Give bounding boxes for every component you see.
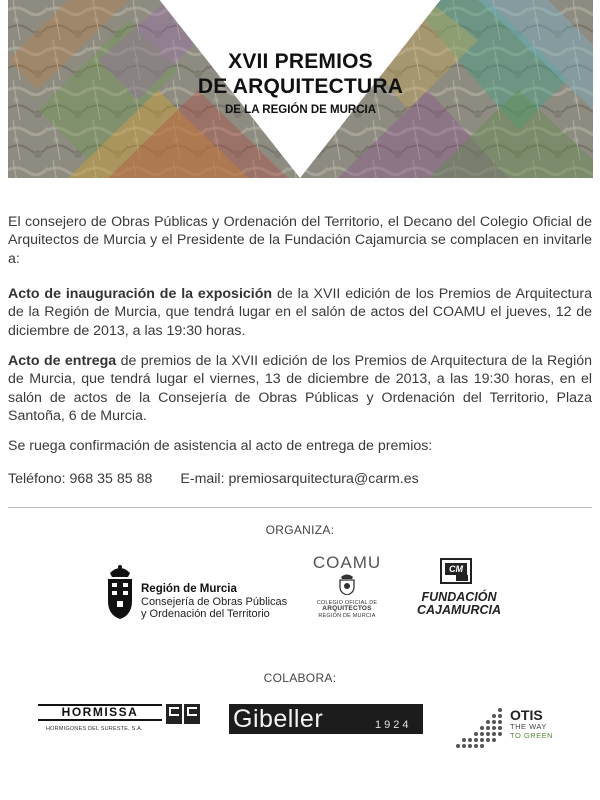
certification-icon xyxy=(166,704,182,724)
cajamurcia-mark-icon xyxy=(440,558,472,584)
banner-subtitle: DE LA REGIÓN DE MURCIA xyxy=(225,104,376,116)
header-banner xyxy=(8,0,593,178)
region-murcia-logo xyxy=(104,563,304,623)
contact-line xyxy=(8,470,592,488)
event1-text: de la XVII edición de los Premios de Arquitectura de la Región de Murcia, que tendrá lugar en el salón de actos del COAMU el jueves, 12 de diciembre de 2013, a las 19:30 horas. xyxy=(8,286,592,339)
coamu-name: COAMU xyxy=(312,553,382,572)
certification-icon-2 xyxy=(184,704,200,724)
otis-dots-icon xyxy=(456,706,506,750)
event2-paragraph xyxy=(8,352,592,426)
rsvp-text: Se ruega confirmación de asistencia al acto de entrega de premios: xyxy=(8,438,433,454)
coamu-line3: REGIÓN DE MURCIA xyxy=(318,613,376,619)
otis-name: OTIS xyxy=(510,707,543,723)
hormissa-name: HORMISSA xyxy=(38,704,162,721)
hormissa-sub: HORMIGONES DEL SURESTE, S.A. xyxy=(46,726,143,732)
colabora-label: COLABORA: xyxy=(263,671,337,685)
coamu-logo xyxy=(311,553,383,625)
region-line2: y Ordenación del Territorio xyxy=(141,608,270,620)
gibeller-year: 1924 xyxy=(375,719,412,731)
gibeller-name: Gibeller xyxy=(233,705,324,733)
otis-line1: THE WAY xyxy=(510,722,547,731)
region-coat-of-arms-icon xyxy=(104,563,136,621)
event1-title: Acto de inauguración de la exposición xyxy=(8,286,273,302)
otis-logo xyxy=(456,706,566,752)
organiza-label: ORGANIZA: xyxy=(265,523,335,537)
coamu-line1: COLEGIO OFICIAL DE xyxy=(316,600,378,606)
cajamurcia-line2: CAJAMURCIA xyxy=(416,603,502,617)
banner-title-line1: XVII PREMIOS xyxy=(228,50,373,73)
email-link[interactable]: E-mail: premiosarquitectura@carm.es xyxy=(180,471,419,487)
cajamurcia-mark: CM xyxy=(445,563,467,575)
section-divider xyxy=(8,507,592,508)
gibeller-logo xyxy=(229,704,423,734)
cajamurcia-line1: FUNDACIÓN xyxy=(421,590,497,604)
event2-text: de premios de la XVII edición de los Premios de Arquitectura de la Región de Murcia, que tendrá lugar el viernes, 13 de diciembre de 2013, a las 19:30 horas, en el salón de actos de la Consejería de Obras Públicas y Ordenación del Territorio, Plaza Santoña, 6 de Murcia. xyxy=(8,353,593,425)
coamu-crest-icon xyxy=(337,573,357,595)
event2-title: Acto de entrega xyxy=(8,353,117,369)
phone-text: Teléfono: 968 35 85 88 xyxy=(8,471,153,487)
hormissa-logo xyxy=(38,704,204,740)
event1-paragraph xyxy=(8,285,592,340)
banner-title-line2: DE ARQUITECTURA xyxy=(197,75,404,98)
coamu-line2: ARQUITECTOS xyxy=(322,605,372,612)
region-line1: Consejería de Obras Públicas xyxy=(141,596,288,608)
region-title: Región de Murcia xyxy=(141,583,237,595)
cajamurcia-logo xyxy=(414,558,504,622)
invitation-intro: El consejero de Obras Públicas y Ordenación del Territorio, el Decano del Colegio Oficial de Arquitectos de Murcia y el Presidente de la Fundación Cajamurcia se complacen en invitarle a: xyxy=(8,214,592,267)
otis-line2: TO GREEN xyxy=(510,731,554,740)
